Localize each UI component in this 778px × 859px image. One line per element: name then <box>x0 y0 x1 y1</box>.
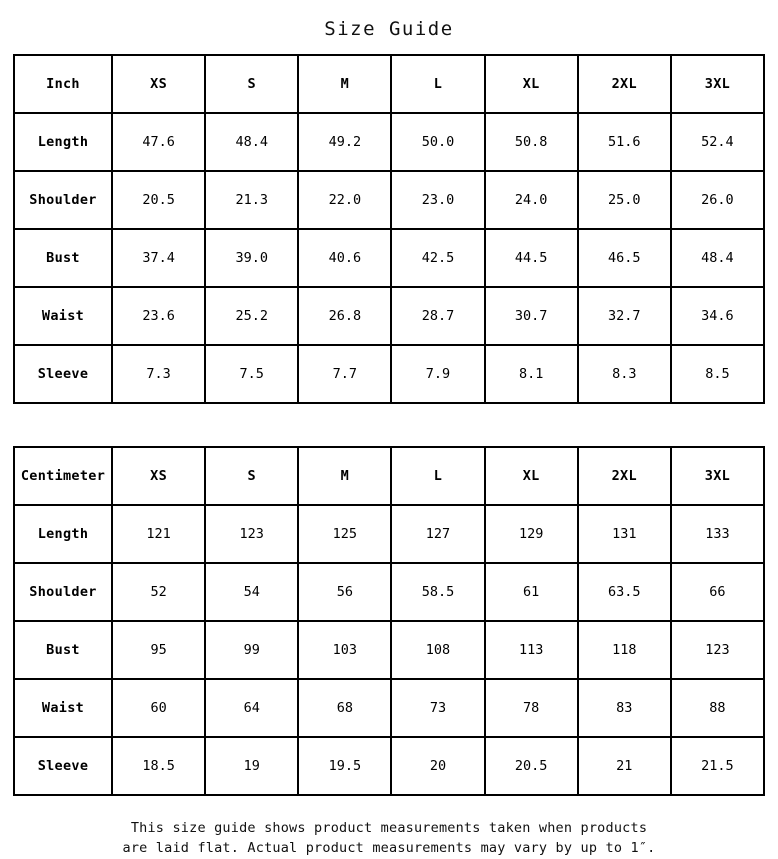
column-header-s: S <box>205 447 298 505</box>
column-header-xs: XS <box>112 447 205 505</box>
cell-value: 78 <box>485 679 578 737</box>
row-label-bust: Bust <box>14 621 112 679</box>
column-header-xl: XL <box>485 55 578 113</box>
cell-value: 66 <box>671 563 764 621</box>
cell-value: 63.5 <box>578 563 671 621</box>
cell-value: 99 <box>205 621 298 679</box>
column-header-m: M <box>298 55 391 113</box>
cell-value: 61 <box>485 563 578 621</box>
cell-value: 26.0 <box>671 171 764 229</box>
cell-value: 42.5 <box>391 229 484 287</box>
table-row <box>14 563 764 621</box>
cell-value: 46.5 <box>578 229 671 287</box>
row-label-waist: Waist <box>14 679 112 737</box>
cell-value: 129 <box>485 505 578 563</box>
cell-value: 127 <box>391 505 484 563</box>
cell-value: 133 <box>671 505 764 563</box>
cell-value: 64 <box>205 679 298 737</box>
footnote-line-2: are laid flat. Actual product measurements may vary by up to 1″. <box>122 840 656 857</box>
cell-value: 121 <box>112 505 205 563</box>
cell-value: 48.4 <box>671 229 764 287</box>
cell-value: 50.0 <box>391 113 484 171</box>
cell-value: 21.5 <box>671 737 764 795</box>
cell-value: 44.5 <box>485 229 578 287</box>
cell-value: 52.4 <box>671 113 764 171</box>
cell-value: 54 <box>205 563 298 621</box>
table-header-row <box>14 447 764 505</box>
cell-value: 7.5 <box>205 345 298 403</box>
column-header-l: L <box>391 447 484 505</box>
table-header-row <box>14 55 764 113</box>
column-header-3xl: 3XL <box>671 55 764 113</box>
cell-value: 37.4 <box>112 229 205 287</box>
row-label-bust: Bust <box>14 229 112 287</box>
cell-value: 40.6 <box>298 229 391 287</box>
footnote-line-1: This size guide shows product measurements taken when products <box>130 820 648 836</box>
column-header-s: S <box>205 55 298 113</box>
row-label-length: Length <box>14 113 112 171</box>
row-label-sleeve: Sleeve <box>14 737 112 795</box>
table-separator <box>0 404 778 446</box>
cell-value: 56 <box>298 563 391 621</box>
cell-value: 113 <box>485 621 578 679</box>
cell-value: 131 <box>578 505 671 563</box>
cell-value: 19 <box>205 737 298 795</box>
cell-value: 32.7 <box>578 287 671 345</box>
cell-value: 58.5 <box>391 563 484 621</box>
cell-value: 20.5 <box>112 171 205 229</box>
column-header-m: M <box>298 447 391 505</box>
cell-value: 25.2 <box>205 287 298 345</box>
cell-value: 108 <box>391 621 484 679</box>
column-header-3xl: 3XL <box>671 447 764 505</box>
cell-value: 24.0 <box>485 171 578 229</box>
cell-value: 34.6 <box>671 287 764 345</box>
cell-value: 25.0 <box>578 171 671 229</box>
cell-value: 23.6 <box>112 287 205 345</box>
cell-value: 95 <box>112 621 205 679</box>
cell-value: 23.0 <box>391 171 484 229</box>
table-row <box>14 737 764 795</box>
cell-value: 22.0 <box>298 171 391 229</box>
cell-value: 8.5 <box>671 345 764 403</box>
cell-value: 21 <box>578 737 671 795</box>
cell-value: 125 <box>298 505 391 563</box>
row-label-sleeve: Sleeve <box>14 345 112 403</box>
cell-value: 28.7 <box>391 287 484 345</box>
column-header-xs: XS <box>112 55 205 113</box>
row-label-length: Length <box>14 505 112 563</box>
cell-value: 7.3 <box>112 345 205 403</box>
table-row <box>14 345 764 403</box>
cell-value: 123 <box>205 505 298 563</box>
cell-value: 103 <box>298 621 391 679</box>
cell-value: 118 <box>578 621 671 679</box>
row-label-shoulder: Shoulder <box>14 563 112 621</box>
table-row <box>14 171 764 229</box>
cell-value: 20.5 <box>485 737 578 795</box>
cell-value: 20 <box>391 737 484 795</box>
cell-value: 73 <box>391 679 484 737</box>
size-table-inch <box>13 54 765 404</box>
cell-value: 60 <box>112 679 205 737</box>
table-row <box>14 113 764 171</box>
size-table-centimeter <box>13 446 765 796</box>
cell-value: 48.4 <box>205 113 298 171</box>
unit-label-centimeter: Centimeter <box>14 447 112 505</box>
cell-value: 8.3 <box>578 345 671 403</box>
cell-value: 19.5 <box>298 737 391 795</box>
cell-value: 88 <box>671 679 764 737</box>
cell-value: 7.9 <box>391 345 484 403</box>
cell-value: 26.8 <box>298 287 391 345</box>
table-row <box>14 505 764 563</box>
column-header-l: L <box>391 55 484 113</box>
cell-value: 30.7 <box>485 287 578 345</box>
cell-value: 51.6 <box>578 113 671 171</box>
table-row <box>14 287 764 345</box>
cell-value: 21.3 <box>205 171 298 229</box>
cell-value: 52 <box>112 563 205 621</box>
cell-value: 68 <box>298 679 391 737</box>
cell-value: 7.7 <box>298 345 391 403</box>
cell-value: 39.0 <box>205 229 298 287</box>
table-row <box>14 229 764 287</box>
column-header-xl: XL <box>485 447 578 505</box>
row-label-shoulder: Shoulder <box>14 171 112 229</box>
footnote <box>0 796 778 859</box>
column-header-2xl: 2XL <box>578 55 671 113</box>
page-title: Size Guide <box>324 18 454 40</box>
column-header-2xl: 2XL <box>578 447 671 505</box>
cell-value: 49.2 <box>298 113 391 171</box>
row-label-waist: Waist <box>14 287 112 345</box>
cell-value: 18.5 <box>112 737 205 795</box>
table-row <box>14 621 764 679</box>
cell-value: 123 <box>671 621 764 679</box>
table-row <box>14 679 764 737</box>
unit-label-inch: Inch <box>14 55 112 113</box>
cell-value: 47.6 <box>112 113 205 171</box>
cell-value: 83 <box>578 679 671 737</box>
cell-value: 50.8 <box>485 113 578 171</box>
cell-value: 8.1 <box>485 345 578 403</box>
